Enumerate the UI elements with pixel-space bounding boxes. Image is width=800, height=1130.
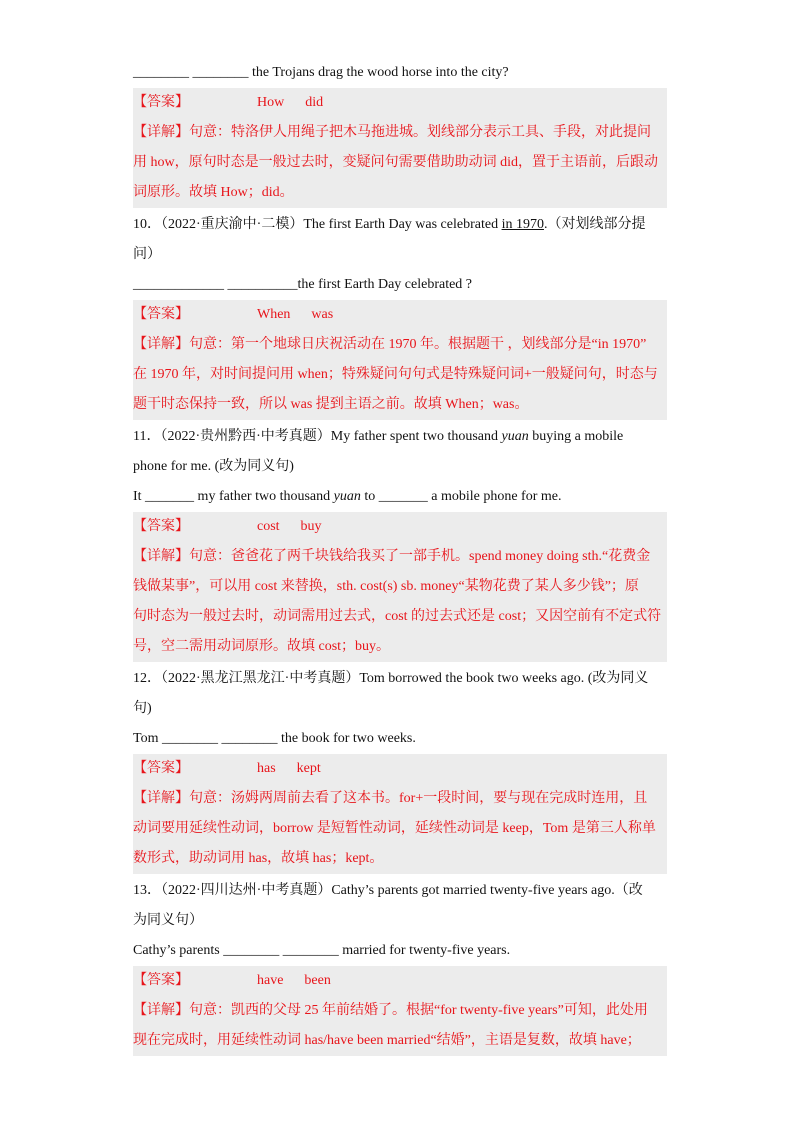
question-13-line-2: 为同义句） bbox=[133, 913, 203, 928]
explain-line: 号，空二需用动词原形。故填 cost；buy。 bbox=[133, 639, 391, 654]
question-9-text: ________ ________ the Trojans drag the wood horse into the city? bbox=[133, 65, 509, 80]
answer-line-11 bbox=[133, 512, 667, 542]
answer-value: cost buy bbox=[257, 519, 322, 534]
question-10-line-1 bbox=[133, 210, 667, 240]
answer-value: When was bbox=[257, 307, 334, 322]
answer-value: has kept bbox=[257, 761, 321, 776]
fill-text: It _______ my father two thousand bbox=[133, 489, 334, 504]
underlined-phrase: in 1970 bbox=[501, 217, 544, 232]
question-text: .（对划线部分提 bbox=[543, 217, 646, 232]
question-11-line-1 bbox=[133, 422, 667, 452]
explain-line: 在 1970 年，对时间提问用 when；特殊疑问句句式是特殊疑问词+一般疑问句，时态与 bbox=[133, 367, 658, 382]
answer-box-11 bbox=[133, 512, 667, 662]
answer-box-9 bbox=[133, 88, 667, 208]
explain-line: 动词要用延续性动词，borrow 是短暂性动词，延续性动词是 keep，Tom 是第三人称单 bbox=[133, 821, 656, 836]
question-11-fill bbox=[133, 482, 667, 512]
explain-line: 现在完成时，用延续性动词 has/have been married“结婚”，主语是复数，故填 have； bbox=[133, 1033, 641, 1048]
italic-word: yuan bbox=[333, 489, 361, 504]
answer-box-12 bbox=[133, 754, 667, 874]
answer-value: How did bbox=[257, 95, 324, 110]
answer-line-10 bbox=[133, 300, 667, 330]
question-12-fill: Tom ________ ________ the book for two weeks. bbox=[133, 731, 416, 746]
answer-label: 【答案】 bbox=[133, 761, 189, 776]
answer-line-9 bbox=[133, 88, 667, 118]
document-content bbox=[133, 58, 667, 1056]
explain-line: 题干时态保持一致，所以 was 提到主语之前。故填 When；was。 bbox=[133, 397, 529, 412]
answer-box-10 bbox=[133, 300, 667, 420]
question-13-fill: Cathy’s parents ________ ________ married for twenty-five years. bbox=[133, 943, 511, 958]
question-13-line-1: 13．（2022·四川达州·中考真题）Cathy’s parents got married twenty-five years ago.（改 bbox=[133, 883, 643, 898]
answer-box-13 bbox=[133, 966, 667, 1056]
answer-line-12 bbox=[133, 754, 667, 784]
question-text: buying a mobile bbox=[528, 429, 624, 444]
question-text: 10．（2022·重庆渝中·二模）The first Earth Day was celebrated bbox=[133, 217, 502, 232]
answer-value: have been bbox=[257, 973, 331, 988]
italic-word: yuan bbox=[501, 429, 529, 444]
answer-label: 【答案】 bbox=[133, 95, 189, 110]
explain-line: 【详解】句意：特洛伊人用绳子把木马拖进城。划线部分表示工具、手段，对此提问 bbox=[133, 125, 651, 140]
fill-text: to _______ a mobile phone for me. bbox=[360, 489, 562, 504]
explain-line: 【详解】句意：汤姆两周前去看了这本书。for+一段时间，要与现在完成时连用，且 bbox=[133, 791, 648, 806]
question-12-line-1: 12．（2022·黑龙江黑龙江·中考真题）Tom borrowed the book two weeks ago. (改为同义 bbox=[133, 671, 649, 686]
question-12-line-2: 句) bbox=[133, 701, 152, 716]
explain-line: 数形式，助动词用 has，故填 has；kept。 bbox=[133, 851, 384, 866]
explain-line: 【详解】句意：凯西的父母 25 年前结婚了。根据“for twenty-five years”可知，此处用 bbox=[133, 1003, 648, 1018]
answer-label: 【答案】 bbox=[133, 973, 189, 988]
explain-line: 用 how，原句时态是一般过去时，变疑问句需要借助助动词 did，置于主语前，后跟动 bbox=[133, 155, 658, 170]
explain-line: 句时态为一般过去时，动词需用过去式，cost 的过去式还是 cost；又因空前有不定式符 bbox=[133, 609, 662, 624]
explain-line: 钱做某事”，可以用 cost 来替换，sth. cost(s) sb. money“某物花费了某人多少钱”；原 bbox=[133, 579, 639, 594]
question-text: 11．（2022·贵州黔西·中考真题）My father spent two thousand bbox=[133, 429, 502, 444]
question-11-line-2: phone for me. (改为同义句) bbox=[133, 459, 294, 474]
question-10-fill: _____________ __________the first Earth Day celebrated ? bbox=[133, 277, 473, 292]
explain-line: 【详解】句意：第一个地球日庆祝活动在 1970 年。根据题干 ，划线部分是“in 1970” bbox=[133, 337, 647, 352]
explain-line: 【详解】句意：爸爸花了两千块钱给我买了一部手机。spend money doing sth.“花费金 bbox=[133, 549, 651, 564]
answer-label: 【答案】 bbox=[133, 307, 189, 322]
explain-line: 词原形。故填 How；did。 bbox=[133, 185, 294, 200]
answer-line-13 bbox=[133, 966, 667, 996]
answer-label: 【答案】 bbox=[133, 519, 189, 534]
question-10-line-2: 问） bbox=[133, 247, 161, 262]
